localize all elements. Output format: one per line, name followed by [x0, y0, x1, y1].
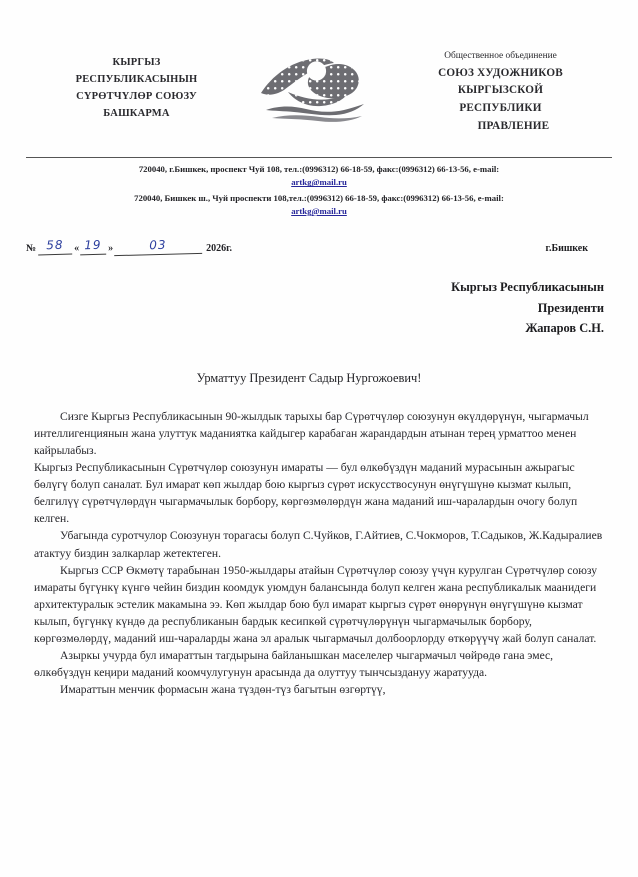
- letterhead-left-line-1: КЫРГЫЗ: [112, 57, 161, 68]
- union-of-artists-emblem-icon: [256, 48, 376, 122]
- addressee-block: [0, 277, 604, 339]
- reference-number-value[interactable]: 58: [38, 238, 72, 255]
- reference-city: г.Бишкек: [545, 242, 588, 254]
- quote-open: «: [74, 242, 80, 254]
- org-name-line-2: КЫРГЫЗСКОЙ: [457, 84, 544, 97]
- organization-kind: Общественное объединение: [444, 51, 557, 61]
- letter-body: [34, 408, 604, 699]
- address-line-russian: 720040, г.Бишкек, проспект Чуй 108, тел.:(0996312) 66-18-59, факс:(0996312) 66-13-56, e-mail:: [138, 164, 500, 175]
- reference-number-label: №: [26, 242, 37, 254]
- email-link-russian[interactable]: artkg@mail.ru: [291, 177, 347, 188]
- letterhead-left-line-3: СҮРӨТЧҮЛӨР СОЮЗУ: [76, 91, 197, 102]
- quote-close: »: [108, 242, 114, 254]
- reference-year-label: 2026г.: [206, 242, 232, 254]
- org-name-line-3: РЕСПУБЛИКИ: [459, 102, 542, 114]
- addressee-line-3: Жапаров С.Н.: [525, 321, 604, 336]
- letterhead-left-kyrgyz: [34, 48, 239, 122]
- reference-date-row: [26, 235, 612, 255]
- body-paragraph: Кыргыз ССР Өкмөтү тарабынан 1950-жылдары атайын Сүрөтчүлөр союзу үчүн курулган Сүрөтчүлөр союзу имараты бүгүнкү күнгө чейин биздин коомдук уюмдун балансында болуп келген жана республикалык маанидеги архитектуралык эстелик макамына ээ. Көп жылдар бою бул имарат кыргыз сүрөт өнөрүнүн өнүгүшүнө кызмат кылып, бүгүнкү күндө да республиканын бардык кесипкөй сүрөтчүлөрүнүн чыгармачылык борбору, көргөзмөлөрдү, маданий иш-чараларды жана эл аралык чыгармачыл долбоорлорду өткөрүүчү жай болуп саналат.: [34, 563, 598, 645]
- reference-month-value[interactable]: 03: [114, 238, 202, 256]
- organization-name: [393, 65, 608, 136]
- org-name-line-4: ПРАВЛЕНИЕ: [477, 119, 550, 132]
- reference-fields: [26, 239, 232, 255]
- body-paragraph: Кыргыз Республикасынын Сүрөтчүлөр союзунун имараты — бул өлкөбүздүн маданий мурасынын ажырагыс бөлүгү болуп саналат. Бул имарат көп жылдар бою кыргыз сүрөт искусствосунун өнүгүшүнө кызмат кылып, белгилүү сүрөтчүлөрдүн чыгармачылык борбору, көргөзмөлөрдүн жана маданий иш-чаралардын очогу болуп келген.: [34, 461, 578, 526]
- address-block: [26, 157, 612, 217]
- body-paragraph: Сизге Кыргыз Республикасынын 90-жылдык тарыхы бар Сүрөтчүлөр союзунун өкүлдөрүнүн, чыгармачыл интеллигенциянын жана улуттук маданиятка кайдыгер карабаган жарандардын атынан терең урматтоо менен кайрылабыз.: [34, 409, 589, 457]
- body-paragraph: Имараттын менчик формасын жана түздөн-түз багытын өзгөртүү,: [60, 683, 386, 697]
- letterhead-left-line-4: БАШКАРМА: [103, 108, 170, 119]
- org-name-line-1: СОЮЗ ХУДОЖНИКОВ: [438, 66, 563, 79]
- letterhead-right-russian: [393, 48, 608, 135]
- salutation: Урматтуу Президент Садыр Нургожоевич!: [196, 371, 422, 386]
- letterhead: [0, 0, 638, 135]
- address-line-kyrgyz: 720040, Бишкек ш., Чуй проспекти 108,тел.:(0996312) 66-18-59, факс:(0996312) 66-13-56, e-mail:: [134, 193, 504, 204]
- body-paragraph: Убагында суротчулор Союзунун торагасы болуп С.Чуйков, Г.Айтиев, С.Чокморов, Т.Садыков, Ж.Кадыралиев атактуу биздин залкарлар жетектеген.: [34, 529, 603, 560]
- reference-day-value[interactable]: 19: [80, 238, 106, 255]
- body-paragraph: Азыркы учурда бул имараттын тагдырына байланышкан маселелер чыгармачыл чөйрөдө гана эмес, өлкөбүздүн кеңири маданий коомчулугунун арасында да олуттуу тынчсыздануу жаратууда.: [34, 649, 554, 680]
- addressee-line-1: Кыргыз Республикасынын: [451, 279, 604, 294]
- addressee-line-2: Президенти: [537, 300, 604, 315]
- email-link-kyrgyz[interactable]: artkg@mail.ru: [291, 206, 347, 217]
- letterhead-left-line-2: РЕСПУБЛИКАСЫНЫН: [75, 74, 198, 85]
